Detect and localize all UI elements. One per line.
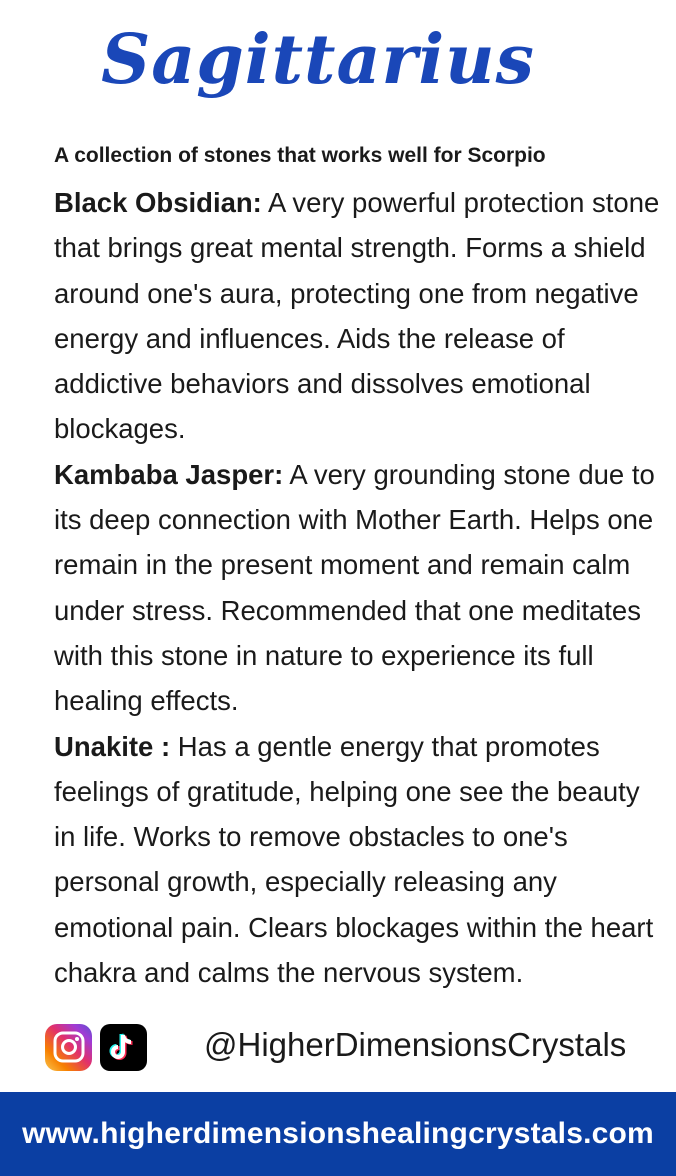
social-handle[interactable]: @HigherDimensionsCrystals xyxy=(204,1026,627,1063)
stone-entry-black-obsidian xyxy=(54,180,666,452)
stone-name: Black Obsidian: xyxy=(54,187,262,218)
stone-name: Kambaba Jasper: xyxy=(54,458,284,490)
stone-entry-unakite xyxy=(54,724,666,996)
stone-name: Unakite : xyxy=(54,730,171,762)
tiktok-icon[interactable] xyxy=(100,1024,147,1071)
page-title: Sagittarius xyxy=(101,20,535,100)
instagram-icon[interactable] xyxy=(45,1024,92,1071)
subtitle: A collection of stones that works well for Scorpio xyxy=(54,144,546,167)
footer-banner xyxy=(0,1092,676,1176)
stone-list xyxy=(54,180,666,995)
social-icons xyxy=(45,1023,147,1071)
stone-entry-kambaba-jasper xyxy=(54,452,666,724)
stone-description: A very grounding stone due to its deep connection with Mother Earth. Helps one remain in the present moment and remain calm under stress. Recommended that one meditates with this stone in nature to experience its full healing effects. xyxy=(54,458,655,717)
stone-description: Has a gentle energy that promotes feelings of gratitude, helping one see the beauty in life. Works to remove obstacles to one's personal growth, especially releasing any emotional pain. Clears blockages within the heart chakra and calms the nervous system. xyxy=(54,730,654,989)
stone-description: A very powerful protection stone that brings great mental strength. Forms a shield around one's aura, protecting one from negative energy and influences. Aids the release of addictive behaviors and dissolves emotional blockages. xyxy=(54,187,660,445)
website-link[interactable]: www.higherdimensionshealingcrystals.com xyxy=(22,1117,654,1150)
